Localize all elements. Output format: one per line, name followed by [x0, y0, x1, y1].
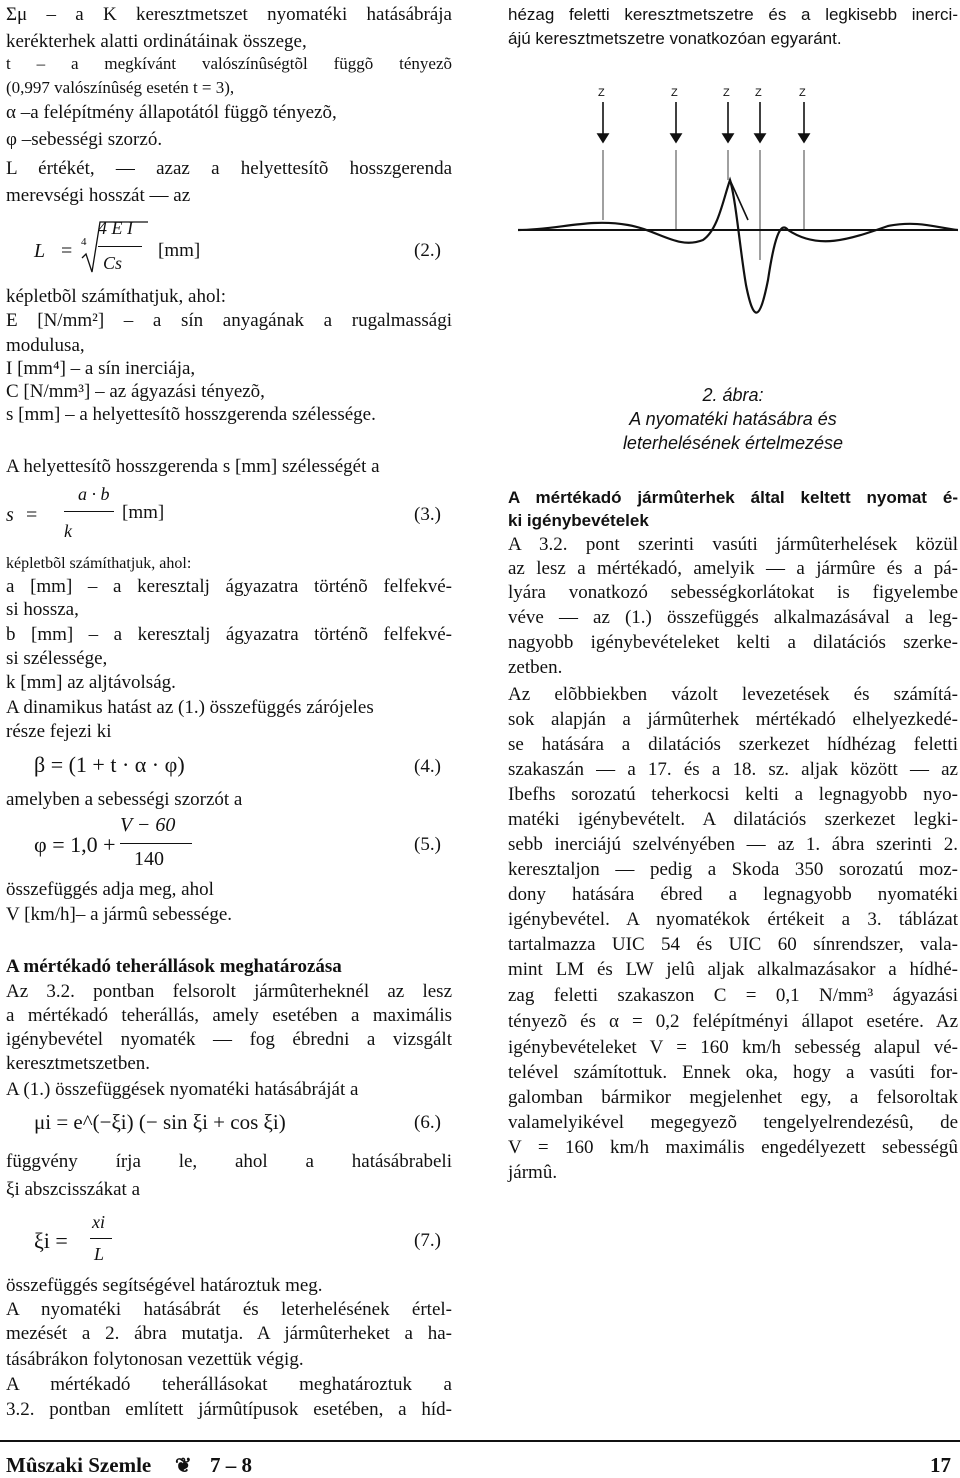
text-line: jármû. — [508, 1162, 558, 1183]
eq-number: (6.) — [414, 1112, 441, 1133]
text-line: Σμ – a K keresztmetszet nyomatéki hatásábrája — [6, 4, 452, 25]
text-line: dony hatására ébred a legnagyobb nyomatéki — [508, 884, 958, 905]
text-line: C [N/mm³] – az ágyazási tényezõ, — [6, 381, 265, 402]
text-line: függvény írja le, ahol a hatásábrabeli — [6, 1151, 452, 1172]
eq-number: (7.) — [414, 1230, 441, 1251]
text-line: 3.2. pontban említett jármûtípusok esetében, a híd- — [6, 1399, 452, 1420]
figure-caption: A nyomatéki hatásábra és — [629, 409, 837, 429]
eq-unit: [mm] — [122, 502, 165, 523]
figure-caption-number: 2. ábra: — [702, 385, 764, 405]
eq-lhs: ξi = — [34, 1228, 68, 1253]
eq-lhs: φ = 1,0 + — [34, 832, 116, 857]
eq-denominator: L — [94, 1244, 105, 1264]
eq-unit: [mm] — [158, 240, 201, 261]
text-line: s [mm] – a helyettesítõ hosszgerenda szélessége. — [6, 404, 376, 425]
text-line: Ibefhs sorozatú teherkocsi kelti a legnagyobb nyo- — [508, 784, 958, 805]
text-line: képletbõl számíthatjuk, ahol: — [6, 286, 227, 307]
issue-number: 7 – 8 — [210, 1453, 252, 1477]
equation-6: μi = e^(−ξi) (− sin ξi + cos ξi) — [34, 1110, 286, 1134]
text-line: si szélessége, — [6, 648, 108, 669]
figure-label: Z — [598, 87, 605, 99]
text-line: amelyben a sebességi szorzót a — [6, 789, 243, 810]
text-line: A 3.2. pont szerinti vasúti jármûterhelések közül — [508, 534, 958, 555]
text-line: véve — az (1.) összefüggés alkalmazásával a leg- — [508, 607, 958, 628]
eq-numerator: 4 E I — [98, 218, 133, 238]
text-line: k [mm] az aljtávolság. — [6, 672, 176, 693]
text-line: tényezõ és α = 0,2 felépítményi állapot esetére. Az — [508, 1011, 958, 1032]
eq-numerator: V − 60 — [120, 814, 176, 836]
text-line: ájú keresztmetszetre vonatkozóan egyaránt. — [508, 29, 842, 48]
text-line: Az elõbbiekben vázolt levezetések és számítá- — [508, 684, 958, 705]
eq-number: (3.) — [414, 504, 441, 525]
text-line: Az 3.2. pontban felsorolt jármûterheknél az lesz — [6, 981, 452, 1002]
figure-label: Z — [723, 87, 730, 99]
text-line: lyára vonatkozó sebességkorlátokat is figyelembe — [508, 582, 958, 603]
text-line: része fejezi ki — [6, 721, 112, 742]
text-line: galomban bármikor megjelenhet egy, a felsoroltak — [508, 1087, 958, 1108]
eq-lhs: s — [6, 504, 14, 526]
text-line: zetben. — [508, 657, 563, 678]
fraction-bar — [98, 246, 142, 247]
equals-sign: = — [61, 240, 73, 262]
journal-name: Mûszaki Szemle — [6, 1453, 152, 1477]
text-line: A dinamikus hatást az (1.) összefüggés zárójeles — [6, 697, 374, 718]
text-line: tásábrákon folytonosan vezettük végig. — [6, 1349, 304, 1370]
equals-sign: = — [26, 504, 38, 526]
figure-label: Z — [755, 87, 762, 99]
text-line: ξi abszcisszákat a — [6, 1179, 141, 1200]
text-line: zag feletti szakaszon C = 0,1 N/mm³ ágyazási — [508, 985, 958, 1006]
figure-caption: leterhelésének értelmezése — [622, 433, 844, 453]
footer-rule — [0, 1440, 960, 1442]
text-line: tartalmazza UIC 54 és UIC 60 sínrendszer, vala- — [508, 934, 958, 955]
text-line: kerékterhek alatti ordinátáinak összege, — [6, 31, 307, 52]
eq-number: (4.) — [414, 756, 441, 777]
text-line: sebb inerciájú szelvényében — az 1. ábra szerinti 2. — [508, 834, 958, 855]
text-line: keresztaljon — pedig a Skoda 350 sorozatú moz- — [508, 859, 958, 880]
text-line: igénybevételeket V = 160 km/h sebesség alapul vé- — [508, 1037, 958, 1058]
text-line: mezését a 2. ábra mutatja. A jármûterheket a ha- — [6, 1323, 452, 1344]
text-line: E [N/mm²] – a sín anyagának a rugalmassági — [6, 310, 452, 331]
section-heading: ki igénybevételek — [508, 511, 649, 530]
fraction-bar — [120, 843, 192, 844]
text-line: A helyettesítõ hosszgerenda s [mm] szélességét a — [6, 456, 380, 477]
text-line: sok alapján a jármûterhek mértékadó elhelyezkedé- — [508, 709, 958, 730]
section-heading: A mértékadó jármûterhek által keltett nyomat é- — [508, 488, 958, 507]
text-line: merevségi hosszát — az — [6, 185, 191, 206]
text-line: A nyomatéki hatásábrát és leterhelésének értel- — [6, 1299, 452, 1320]
text-line: mint LM és LW jelû aljak alkalmazásakor a hídhé- — [508, 959, 958, 980]
text-line: igénybevétel nyomaték — fog ébredni a vizsgált — [6, 1029, 452, 1050]
text-line: modulusa, — [6, 335, 85, 356]
text-line: A mértékadó teherállásokat meghatároztuk a — [6, 1374, 452, 1395]
text-line: a mértékadó teherállás, amely esetében a maximális — [6, 1005, 452, 1026]
text-line: szakaszán — a 17. és a 18. sz. aljak között — az — [508, 759, 958, 780]
text-line: A (1.) összefüggések nyomatéki hatásábráját a — [6, 1079, 359, 1100]
text-line: si hossza, — [6, 599, 79, 620]
influence-diagram-figure — [518, 80, 958, 370]
fraction-bar — [90, 1238, 112, 1239]
text-line: keresztmetszetben. — [6, 1053, 151, 1074]
eq-number: (5.) — [414, 834, 441, 855]
text-line: V [km/h]– a jármû sebessége. — [6, 904, 233, 925]
text-line: telével számítottuk. Ennek oka, hogy a vasúti for- — [508, 1062, 958, 1083]
text-line: képletbõl számíthatjuk, ahol: — [6, 555, 192, 572]
eq-numerator: a · b — [78, 484, 110, 504]
text-line: (0,997 valószínûség esetén t = 3), — [6, 78, 235, 97]
text-line: összefüggés segítségével határoztuk meg. — [6, 1275, 323, 1296]
text-line: φ –sebességi szorzó. — [6, 129, 163, 150]
text-line: a [mm] – a keresztalj ágyazatra történõ felfekvé- — [6, 576, 452, 597]
root-index: 4 — [81, 236, 87, 248]
text-line: se hatására a dilatációs szerkezet hídhézag feletti — [508, 734, 958, 755]
text-line: V = 160 km/h maximális engedélyezett sebességû — [508, 1137, 958, 1158]
page-number: 17 — [930, 1453, 951, 1477]
fraction-bar — [64, 511, 114, 512]
text-line: az lesz a mértékadó, amelyik — a jármûre és a pá- — [508, 558, 958, 579]
text-line: hézag feletti keresztmetszetre és a legkisebb inerci- — [508, 5, 958, 24]
text-line: igénybevétel. A nyomatékok értékeit a 3. táblázat — [508, 909, 958, 930]
figure-label: Z — [671, 87, 678, 99]
equation-4: β = (1 + t · α · φ) — [34, 752, 185, 777]
text-line: valamelyikével megegyezõ tengelyelrendezésû, de — [508, 1112, 958, 1133]
eq-denominator: k — [64, 521, 72, 541]
text-line: b [mm] – a keresztalj ágyazatra történõ felfekvé- — [6, 624, 452, 645]
text-line: nagyobb igénybevételeket kelti a dilatációs szerke- — [508, 632, 958, 653]
eq-numerator: xi — [92, 1212, 105, 1232]
text-line: L értékét, — azaz a helyettesítõ hosszgerenda — [6, 158, 452, 179]
text-line: t – a megkívánt valószínûségtõl függõ tényezõ — [6, 54, 452, 73]
eq-lhs: L — [34, 240, 46, 262]
eq-denominator: 140 — [134, 848, 164, 870]
text-line: összefüggés adja meg, ahol — [6, 879, 214, 900]
eq-number: (2.) — [414, 240, 441, 261]
figure-label: Z — [799, 87, 806, 99]
text-line: α –a felépítmény állapotától függõ tényezõ, — [6, 102, 337, 123]
tulip-icon: ❦ — [175, 1455, 192, 1477]
section-heading: A mértékadó teherállások meghatározása — [6, 956, 342, 977]
text-line: matéki igénybevételt. A dilatációs szerkezet legki- — [508, 809, 958, 830]
eq-denominator: Cs — [103, 253, 123, 273]
text-line: I [mm⁴] – a sín inerciája, — [6, 358, 196, 379]
